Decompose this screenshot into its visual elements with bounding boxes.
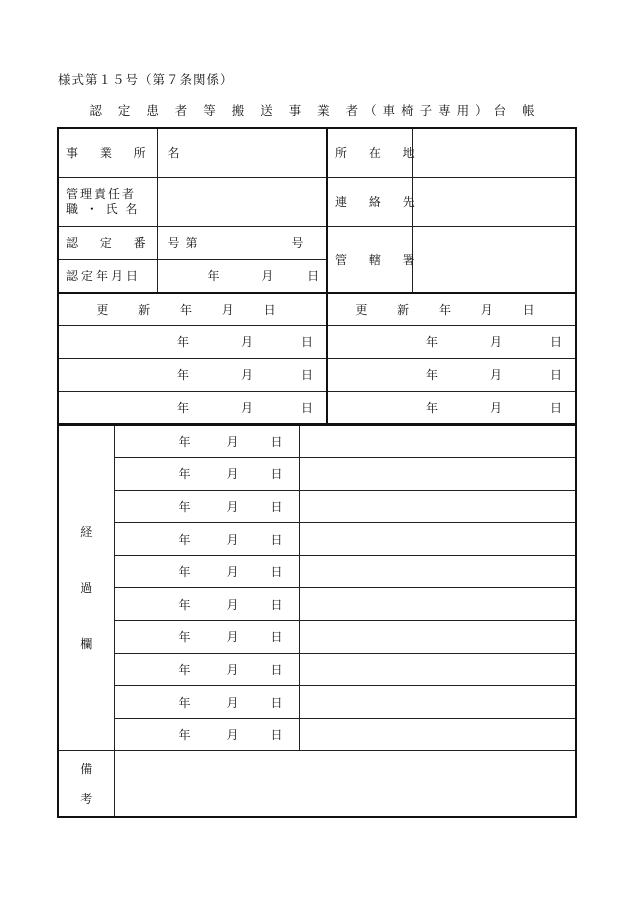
- history-note-field[interactable]: [299, 555, 576, 588]
- date-month-label: 月: [240, 400, 253, 415]
- date-day-label: 日: [549, 335, 562, 349]
- form-number: 様式第１５号（第７条関係）: [58, 72, 234, 87]
- date-year-label: 年: [178, 630, 191, 645]
- renewal-right-date-field[interactable]: [327, 391, 576, 424]
- history-date-field[interactable]: [114, 523, 299, 556]
- history-date-field[interactable]: [114, 425, 299, 458]
- location-label: 所 在 地: [327, 128, 412, 177]
- date-month-label: 月: [226, 597, 239, 612]
- history-note-field[interactable]: [299, 523, 576, 556]
- date-month-label: 月: [226, 467, 239, 482]
- renewal-right-date-field[interactable]: [327, 358, 576, 391]
- date-year-label: 年: [178, 662, 191, 677]
- date-day-label: 日: [270, 728, 283, 743]
- date-month-label: 月: [226, 532, 239, 547]
- history-row: [58, 686, 576, 719]
- history-note-field[interactable]: [299, 653, 576, 686]
- history-date-field[interactable]: [114, 588, 299, 621]
- history-note-field[interactable]: [299, 686, 576, 719]
- date-day-label: 日: [300, 368, 313, 382]
- location-field[interactable]: [412, 128, 576, 177]
- renewal-row: [58, 391, 576, 424]
- history-date-field[interactable]: [114, 686, 299, 719]
- cert-date-day: 日: [307, 269, 320, 284]
- history-note-field[interactable]: [299, 621, 576, 654]
- history-date-field[interactable]: [114, 555, 299, 588]
- date-year-label: 年: [425, 400, 438, 415]
- date-month-label: 月: [240, 335, 253, 349]
- history-date-field[interactable]: [114, 718, 299, 751]
- manager-label-line1: 管理責任者: [66, 186, 137, 201]
- history-row: [58, 490, 576, 523]
- history-date-field[interactable]: [114, 621, 299, 654]
- renewal-left-date-field[interactable]: [58, 358, 327, 391]
- date-month-label: 月: [240, 368, 253, 382]
- history-note-field[interactable]: [299, 425, 576, 458]
- date-year-label: 年: [178, 435, 191, 450]
- history-note-field[interactable]: [299, 588, 576, 621]
- date-month-label: 月: [226, 499, 239, 514]
- date-day-label: 日: [270, 435, 283, 450]
- date-month-label: 月: [226, 565, 239, 580]
- history-row: [58, 588, 576, 621]
- manager-label: [58, 177, 157, 226]
- date-year-label: 年: [178, 597, 191, 612]
- renewal-left-date-field[interactable]: [58, 391, 327, 424]
- history-date-field[interactable]: [114, 653, 299, 686]
- date-month-label: 月: [489, 335, 502, 349]
- date-month-label: 月: [226, 630, 239, 645]
- date-year-label: 年: [178, 565, 191, 580]
- date-year-label: 年: [176, 335, 189, 349]
- date-day-label: 日: [300, 400, 313, 415]
- history-table: [57, 424, 577, 818]
- date-year-label: 年: [178, 467, 191, 482]
- date-year-label: 年: [178, 695, 191, 710]
- date-day-label: 日: [549, 400, 562, 415]
- date-month-label: 月: [489, 400, 502, 415]
- date-year-label: 年: [425, 368, 438, 382]
- remarks-label-char-1: 備: [80, 761, 93, 776]
- history-date-field[interactable]: [114, 458, 299, 491]
- history-label-char-1: 経: [80, 525, 93, 540]
- date-year-label: 年: [176, 400, 189, 415]
- history-row: [58, 718, 576, 751]
- date-year-label: 年: [178, 532, 191, 547]
- renewal-row: [58, 358, 576, 391]
- date-year-label: 年: [176, 368, 189, 382]
- cert-number-label: 認 定 番 号: [58, 226, 157, 259]
- history-row: [58, 555, 576, 588]
- date-month-label: 月: [226, 435, 239, 450]
- renewal-right-header-text: 更 新 年 月 日: [355, 302, 548, 317]
- date-month-label: 月: [226, 728, 239, 743]
- history-date-field[interactable]: [114, 490, 299, 523]
- date-month-label: 月: [489, 368, 502, 382]
- renewal-left-date-field[interactable]: [58, 325, 327, 358]
- manager-field[interactable]: [157, 177, 327, 226]
- date-day-label: 日: [270, 662, 283, 677]
- history-note-field[interactable]: [299, 458, 576, 491]
- cert-date-field[interactable]: [157, 259, 327, 293]
- renewal-left-header: [58, 293, 327, 325]
- cert-date-year: 年: [207, 269, 220, 284]
- office-name-label: 事 業 所 名: [58, 128, 157, 177]
- renewal-right-date-field[interactable]: [327, 325, 576, 358]
- jurisdiction-field[interactable]: [412, 226, 576, 293]
- date-day-label: 日: [270, 565, 283, 580]
- registration-table: [57, 127, 577, 425]
- date-day-label: 日: [270, 532, 283, 547]
- date-month-label: 月: [226, 662, 239, 677]
- renewal-right-header: [327, 293, 576, 325]
- date-day-label: 日: [270, 499, 283, 514]
- history-note-field[interactable]: [299, 718, 576, 751]
- history-label-char-3: 欄: [80, 637, 93, 652]
- remarks-field[interactable]: [114, 751, 576, 817]
- renewal-left-header-text: 更 新 年 月 日: [96, 302, 289, 317]
- cert-date-label: 認定年月日: [58, 259, 157, 293]
- cert-number-field[interactable]: [157, 226, 327, 259]
- date-year-label: 年: [178, 728, 191, 743]
- cert-number-suffix: 号: [291, 236, 304, 250]
- remarks-label: [58, 751, 114, 817]
- date-year-label: 年: [425, 335, 438, 349]
- date-day-label: 日: [270, 630, 283, 645]
- date-month-label: 月: [226, 695, 239, 710]
- history-label-char-2: 過: [80, 581, 93, 596]
- date-day-label: 日: [270, 597, 283, 612]
- history-row: [58, 425, 576, 458]
- history-row: [58, 621, 576, 654]
- history-row: [58, 523, 576, 556]
- jurisdiction-label: 管 轄 署: [327, 226, 412, 293]
- date-year-label: 年: [178, 499, 191, 514]
- date-day-label: 日: [270, 695, 283, 710]
- history-note-field[interactable]: [299, 490, 576, 523]
- contact-label: 連 絡 先: [327, 177, 412, 226]
- history-label: [58, 425, 114, 751]
- date-day-label: 日: [300, 335, 313, 349]
- date-day-label: 日: [549, 368, 562, 382]
- contact-field[interactable]: [412, 177, 576, 226]
- history-row: [58, 458, 576, 491]
- renewal-row: [58, 325, 576, 358]
- remarks-label-char-2: 考: [80, 791, 93, 806]
- cert-date-month: 月: [261, 269, 274, 284]
- date-day-label: 日: [270, 467, 283, 482]
- manager-label-line2: 職 ・ 氏 名: [66, 201, 140, 216]
- page-title: 認 定 患 者 等 搬 送 事 業 者（車椅子専用）台 帳: [89, 103, 541, 118]
- history-row: [58, 653, 576, 686]
- cert-number-prefix: 第: [185, 236, 198, 250]
